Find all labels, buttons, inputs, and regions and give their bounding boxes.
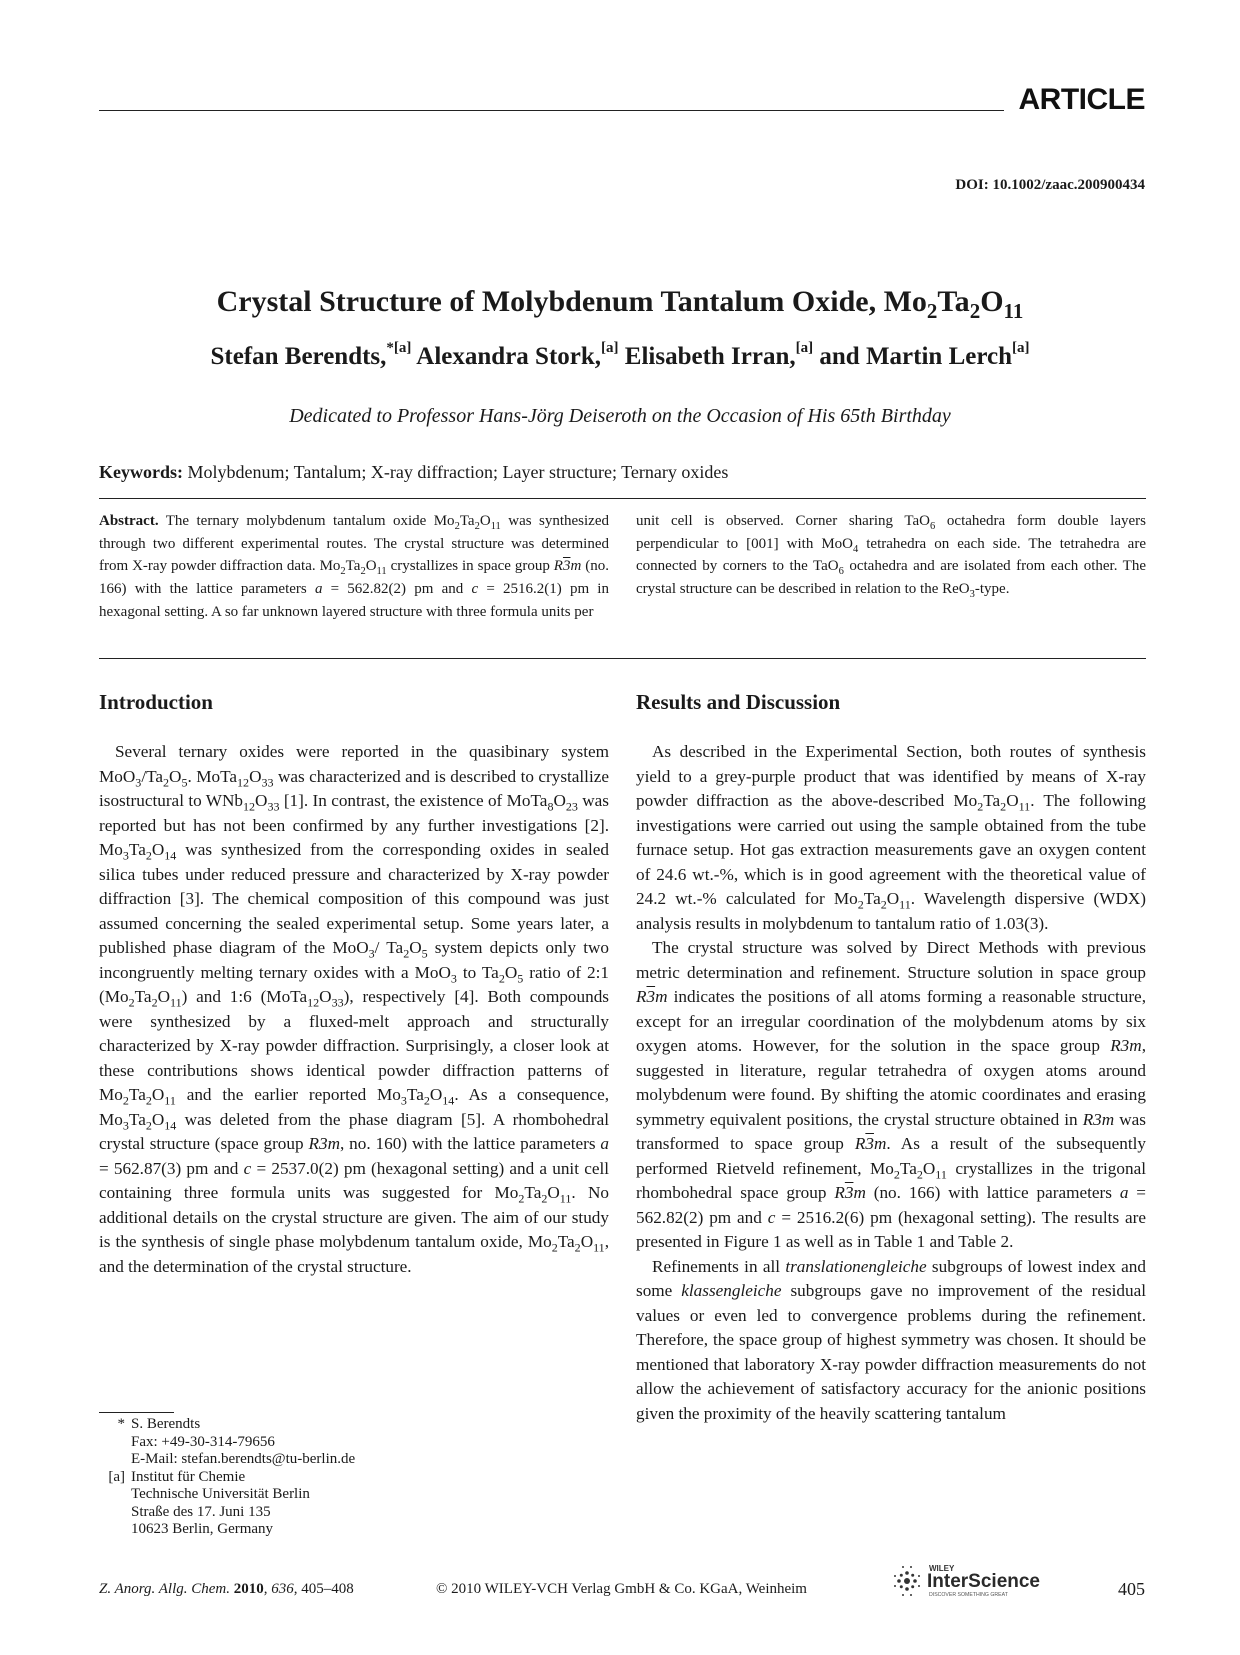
footnotes [103, 1416, 355, 1539]
section-heading-introduction: Introduction [99, 690, 213, 714]
abstract-rule-bottom [99, 658, 1146, 659]
paragraph: Several ternary oxides were reported in the quasibinary system $MoO_3/Ta_2O_5$. $MoTa_{12}O_{33}$ was characterized and is described to crystallize isostructural to $WNb_{12}O_{33}$ [1]. In contrast, the existence of $MoTa_8O_{23}$ was reported but has not been confirmed by any further investigations [2]. $Mo_3Ta_2O_{14}$ was synthesized from the corresponding oxides in sealed silica tubes under reduced pressure and characterized by X-ray powder diffraction [3]. The chemical composition of this compound was just assumed concerning the sealed experimental setup. Some years later, a published phase diagram of the MoO$_3$/ $Ta_2O_5$ system depicts only two incongruently melting ternary oxides with a MoO$_3$ to $Ta_2O_5$ ratio of 2:1 $(Mo_2Ta_2O_{11})$ and 1:6 $(MoTa_{12}O_{33})$, respectively [4]. Both compounds were synthesized by a fluxed-melt approach and structurally characterized by X-ray powder diffraction. Surprisingly, a closer look at these contributions shows identical powder diffraction patterns of $Mo_2Ta_2O_{11}$ and the earlier reported $Mo_3Ta_2O_{14}$. As a consequence, $Mo_3Ta_2O_{14}$ was deleted from the phase diagram [5]. A rhombohedral crystal structure (space group R3m, no. 160) with the lattice parameters a = 562.87(3) pm and c = 2537.0(2) pm (hexagonal setting) and a unit cell containing three formula units was suggested for $Mo_2Ta_2O_{11}$. No additional details on the crystal structure are given. The aim of our study is the synthesis of single phase molybdenum tantalum oxide, $Mo_2Ta_2O_{11}$, and the determination of the crystal structure. [99, 742, 610, 1276]
abstract-column-right: unit cell is observed. Corner sharing TaO$_6$ octahedra form double layers perpendicular to [001] with MoO$_4$ tetrahedra on each side. The tetrahedra are connected by corners to the TaO$_6$ octahedra and are isolated from each other. The crystal structure can be described in relation to the ReO$_3$-type. [636, 513, 1146, 601]
paragraph: The crystal structure was solved by Direct Methods with previous metric determination and refinement. Structure solution in space group R3m indicates the positions of all atoms forming a reasonable structure, except for an irregular coordination of the molybdenum atoms by six oxygen atoms. However, for the solution in the space group R3m, suggested in literature, regular tetrahedra of oxygen atoms around molybdenum were found. By shifting the atomic coordinates and erasing symmetry equivalent positions, the crystal structure obtained in R3m was transformed to space group R3m. As a result of the subsequently performed Rietveld refinement, $Mo_2Ta_2O_{11}$ crystallizes in the trigonal rhombohedral space group R3m (no. 166) with lattice parameters a = 562.82(2) pm and c = 2516.2(6) pm (hexagonal setting). The results are presented in Figure 1 as well as in Table 1 and Table 2. [636, 938, 1147, 1251]
author-joiner: and [819, 343, 860, 370]
paragraph: As described in the Experimental Section, both routes of synthesis yield to a grey-purple product that was identified by means of X-ray powder diffraction as the above-described $Mo_2Ta_2O_{11}$. The following investigations were carried out using the sample obtained from the tube furnace setup. Hot gas extraction measurements gave an oxygen content of 24.6 wt.-%, which is in good agreement with the theoretical value of 24.2 wt.-% calculated for $Mo_2Ta_2O_{11}$. Wavelength dispersive (WDX) analysis results in molybdenum to tantalum ratio of 1.03(3). [636, 742, 1147, 933]
svg-text:DISCOVER SOMETHING GREAT: DISCOVER SOMETHING GREAT [929, 1592, 1008, 1598]
footnote-rule [99, 1412, 174, 1413]
abstract-label: Abstract. [99, 513, 159, 529]
svg-text:WILEY: WILEY [929, 1564, 955, 1573]
author-name: Alexandra Stork, [416, 343, 602, 370]
results-body [636, 740, 1146, 1426]
author-name: Martin Lerch [865, 343, 1012, 370]
paragraph: Refinements in all translationengleiche subgroups of lowest index and some klassengleiche subgroups gave no improvement of the residual values or even led to convergence problems during the refinement. Therefore, the space group of highest symmetry was chosen. It should be mentioned that laboratory X-ray powder diffraction measurements do not allow the achievement of satisfactory accuracy for the anionic positions given the proximity of the heavily scattering tantalum [636, 1256, 1146, 1423]
abstract-column-left: Abstract. The ternary molybdenum tantalum oxide $Mo_2Ta_2O_{11}$ was synthesized through two different experimental routes. The crystal structure was determined from X-ray powder diffraction data. $Mo_2Ta_2O_{11}$ crystallizes in space group R3m (no. 166) with the lattice parameters a = 562.82(2) pm and c = 2516.2(1) pm in hexagonal setting. A so far unknown layered structure with three formula units per [99, 513, 610, 620]
author-affiliation-mark: [a] [1012, 340, 1030, 356]
wiley-interscience-logo [893, 1562, 1063, 1602]
section-heading-results: Results and Discussion [636, 690, 841, 714]
footnote-affiliation: [a] Institut für Chemie Technische Universität Berlin Straße des 17. Juni 135 10623 Berlin, Germany [108, 1468, 310, 1537]
article-type-label: ARTICLE [1018, 83, 1145, 116]
doi[interactable]: DOI: 10.1002/zaac.200900434 [955, 177, 1145, 193]
author-name: Stefan Berendts, [210, 343, 387, 370]
author-affiliation-mark: [a] [795, 340, 814, 356]
svg-text:InterScience: InterScience [927, 1571, 1040, 1592]
paper-title: Crystal Structure of Molybdenum Tantalum Oxide, $Mo_2Ta_2O_{11}$ [216, 285, 1024, 323]
keywords [99, 462, 728, 483]
dedication: Dedicated to Professor Hans-Jörg Deiseroth on the Occasion of His 65th Birthday [289, 405, 951, 427]
author-affiliation-mark: *[a] [386, 340, 412, 356]
keywords-label: Keywords: [99, 462, 183, 482]
footer-copyright: © 2010 WILEY-VCH Verlag GmbH & Co. KGaA, Weinheim [436, 1581, 807, 1597]
abstract-rule-top [99, 498, 1146, 499]
author-affiliation-mark: [a] [601, 340, 619, 356]
author-list [0, 340, 1240, 371]
author-name: Elisabeth Irran, [624, 343, 796, 370]
header-rule [99, 110, 1004, 111]
logo-burst-icon [894, 1566, 920, 1596]
keywords-text: Molybdenum; Tantalum; X-ray diffraction; Layer structure; Ternary oxides [187, 462, 729, 482]
page-number: 405 [1118, 1579, 1145, 1599]
author-email[interactable]: E-Mail: stefan.berendts@tu-berlin.de [131, 1451, 356, 1467]
footer-citation: Z. Anorg. Allg. Chem. 2010, 636, 405–408 [99, 1581, 354, 1597]
footnote-corresponding-author: * S. Berendts Fax: +49-30-314-79656 E-Mail: stefan.berendts@tu-berlin.de [117, 1416, 356, 1467]
introduction-body [99, 740, 609, 1279]
